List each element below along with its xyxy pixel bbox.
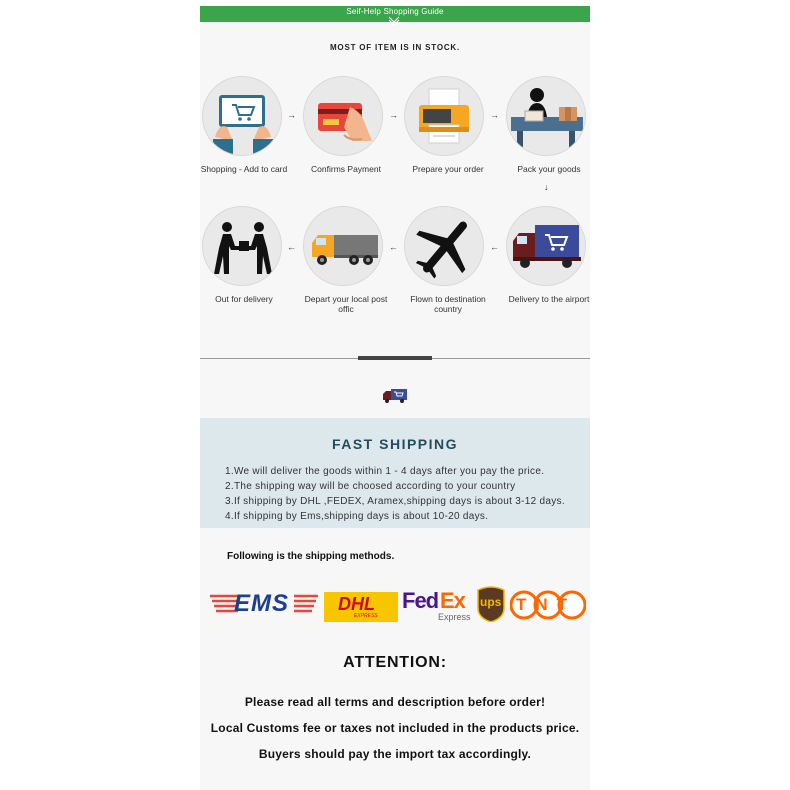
handover-icon	[202, 206, 282, 286]
guide-header-title: Seif-Help Shopping Guide	[346, 7, 444, 16]
guide-header-bar	[200, 6, 590, 22]
fast-shipping-list	[225, 464, 565, 524]
fast-shipping-box	[200, 418, 590, 528]
chevron-down-icon	[388, 16, 400, 26]
step-label-delivery-airport: Delivery to the airport	[508, 294, 590, 304]
tnt-logo-text: TNT	[516, 595, 577, 614]
arrow-right-icon: →	[287, 110, 296, 120]
list-item: 3.If shipping by DHL ,FEDEX, Aramex,shipping days is about 3-12 days.	[225, 496, 565, 507]
shipping-methods-heading: Following is the shipping methods.	[227, 551, 395, 562]
list-item: 2.The shipping way will be choosed according to your country	[225, 481, 516, 492]
step-label-out-for-delivery: Out for delivery	[215, 294, 273, 304]
fedex-logo	[402, 588, 472, 624]
printer-icon	[404, 76, 484, 156]
attention-notes	[200, 689, 590, 767]
ups-logo	[476, 586, 506, 622]
step-label-confirm-payment: Confirms Payment	[311, 164, 381, 174]
tablet-cart-icon	[202, 76, 282, 156]
step-label-depart-post-office: Depart your local post offic	[304, 294, 388, 314]
packer-icon	[506, 76, 586, 156]
attention-title: ATTENTION:	[343, 654, 447, 671]
attention-line: Local Customs fee or taxes not included in the products price.	[210, 721, 580, 735]
credit-card-icon	[303, 76, 383, 156]
shopping-guide-panel	[200, 6, 590, 790]
ems-logo	[208, 588, 320, 620]
attention-line: Please read all terms and description before order!	[244, 695, 546, 709]
fedex-express-text: Express	[438, 612, 471, 622]
step-label-pack-goods: Pack your goods	[517, 164, 581, 174]
fast-shipping-title: FAST SHIPPING	[331, 436, 459, 452]
arrow-left-icon: ←	[490, 242, 499, 252]
arrow-down-icon: ↓	[544, 182, 549, 192]
list-item: 4.If shipping by Ems,shipping days is about 10-20 days.	[225, 511, 489, 522]
attention-line: Buyers should pay the import tax accordingly.	[258, 747, 532, 761]
cart-truck-icon	[506, 206, 586, 286]
dhl-logo-text: DHL	[338, 594, 375, 614]
arrow-left-icon: ←	[287, 242, 296, 252]
shipping-truck-icon	[382, 386, 408, 404]
arrow-right-icon: →	[389, 110, 398, 120]
step-label-prepare-order: Prepare your order	[412, 164, 484, 174]
fedex-ex-text: Ex	[440, 588, 465, 613]
carrier-logos	[200, 584, 590, 624]
section-divider-accent	[358, 356, 432, 360]
airplane-icon	[404, 206, 484, 286]
tnt-logo	[510, 590, 586, 620]
dhl-express-text: EXPRESS	[354, 613, 378, 619]
stock-notice: MOST OF ITEM IS IN STOCK.	[329, 43, 461, 52]
step-label-add-to-cart: Shopping - Add to card	[200, 164, 288, 174]
delivery-truck-icon	[303, 206, 383, 286]
arrow-right-icon: →	[490, 110, 499, 120]
fedex-fed-text: Fed	[402, 588, 439, 613]
ups-logo-text: ups	[480, 595, 502, 609]
list-item: 1.We will deliver the goods within 1 - 4 days after you pay the price.	[225, 466, 545, 477]
step-label-flown-destination: Flown to destination country	[410, 294, 486, 314]
arrow-left-icon: ←	[389, 242, 398, 252]
dhl-logo	[324, 592, 398, 622]
ems-logo-text: EMS	[234, 590, 290, 617]
